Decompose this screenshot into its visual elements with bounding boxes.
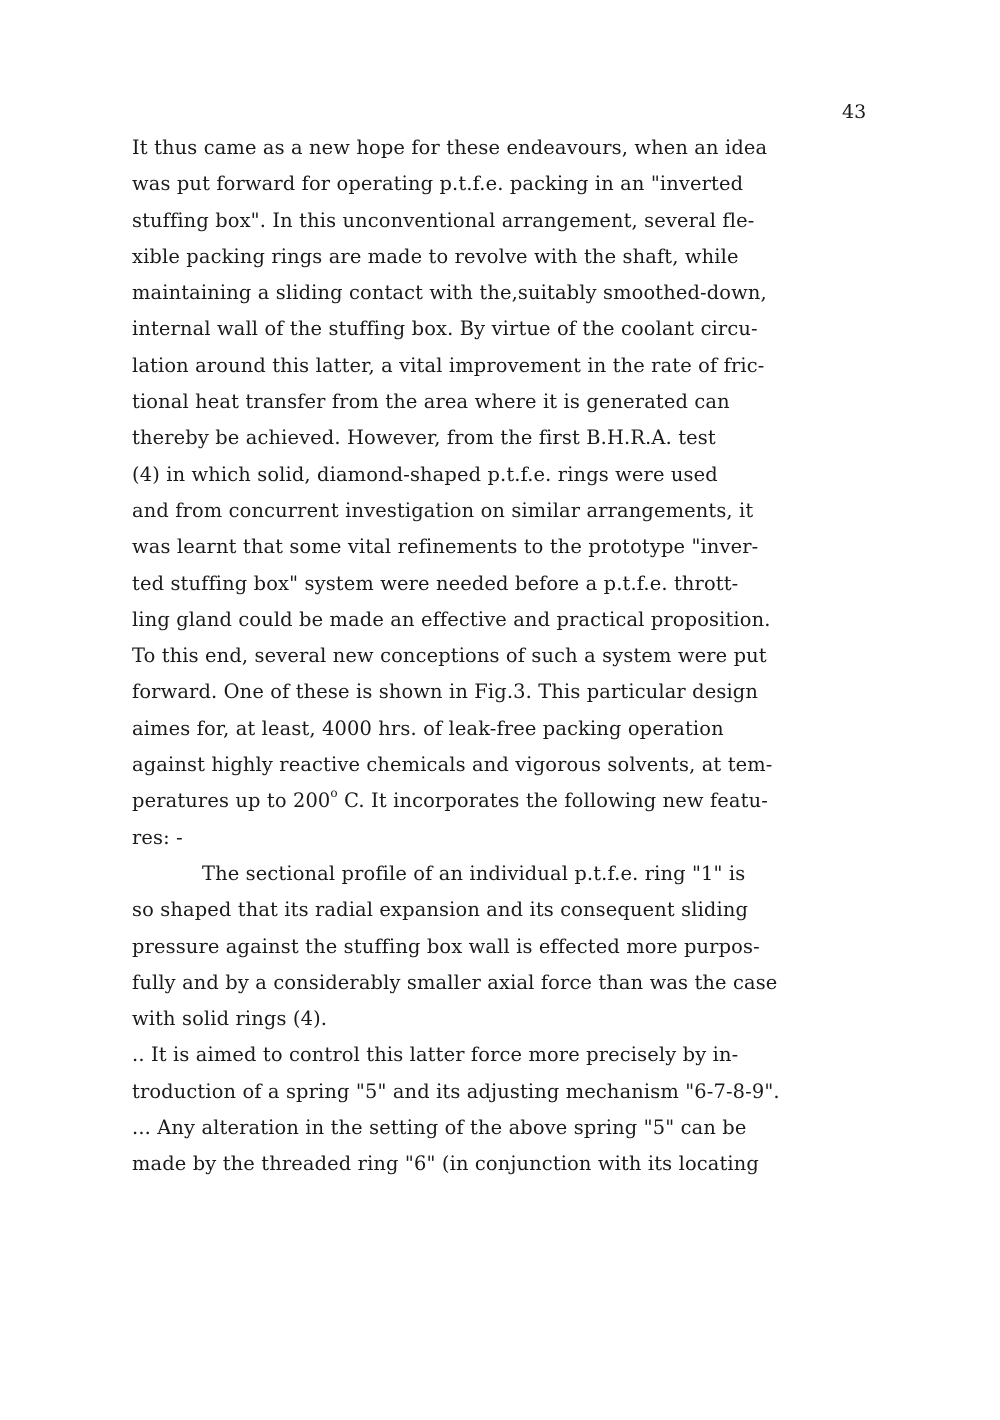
text-line: lation around this latter, a vital improvement in the rate of fric- (132, 353, 765, 377)
text-line: with solid rings (4). (132, 1007, 328, 1031)
temperature-line (132, 787, 892, 823)
text-line: was put forward for operating p.t.f.e. packing in an "inverted (132, 172, 744, 196)
text-line: ted stuffing box" system were needed before a p.t.f.e. thrott- (132, 571, 739, 595)
text-line: tional heat transfer from the area where it is generated can (132, 390, 730, 414)
text-line: thereby be achieved. However, from the first B.H.R.A. test (132, 426, 716, 450)
text-line: made by the threaded ring "6" (in conjunction with its locating (132, 1152, 759, 1176)
text-line: maintaining a sliding contact with the,suitably smoothed-down, (132, 281, 767, 305)
text-line: To this end, several new conceptions of such a system were put (132, 644, 767, 668)
text-line: pressure against the stuffing box wall is effected more purpos- (132, 934, 760, 958)
degree-superscript: o (330, 785, 338, 800)
text-line: .. It is aimed to control this latter force more precisely by in- (132, 1043, 739, 1067)
text-line: and from concurrent investigation on similar arrangements, it (132, 498, 754, 522)
text-line: was learnt that some vital refinements to the prototype "inver- (132, 535, 759, 559)
temperature-line-end: C. It incorporates the following new featu- (337, 789, 768, 813)
text-line: ling gland could be made an effective and practical proposition. (132, 607, 771, 631)
text-line: The sectional profile of an individual p.t.f.e. ring "1" is (202, 861, 746, 885)
text-line: xible packing rings are made to revolve with the shaft, while (132, 244, 739, 268)
text-line: aimes for, at least, 4000 hrs. of leak-free packing operation (132, 716, 724, 740)
text-line: (4) in which solid, diamond-shaped p.t.f.e. rings were used (132, 462, 718, 486)
text-line: against highly reactive chemicals and vigorous solvents, at tem- (132, 753, 773, 777)
text-line: ... Any alteration in the setting of the above spring "5" can be (132, 1116, 747, 1140)
text-line: It thus came as a new hope for these endeavours, when an idea (132, 136, 768, 159)
page-number: 43 (842, 101, 867, 123)
text-line: fully and by a considerably smaller axial force than was the case (132, 970, 778, 994)
text-line: forward. One of these is shown in Fig.3. This particular design (132, 680, 759, 704)
text-line: troduction of a spring "5" and its adjusting mechanism "6-7-8-9". (132, 1079, 780, 1103)
temperature-line-start: peratures up to 200 (132, 789, 331, 813)
text-line: stuffing box". In this unconventional arrangement, several fle- (132, 208, 755, 232)
text-line: internal wall of the stuffing box. By virtue of the coolant circu- (132, 317, 758, 341)
text-line: res: - (132, 825, 183, 849)
text-line: so shaped that its radial expansion and its consequent sliding (132, 898, 749, 922)
body-text (132, 134, 892, 1187)
